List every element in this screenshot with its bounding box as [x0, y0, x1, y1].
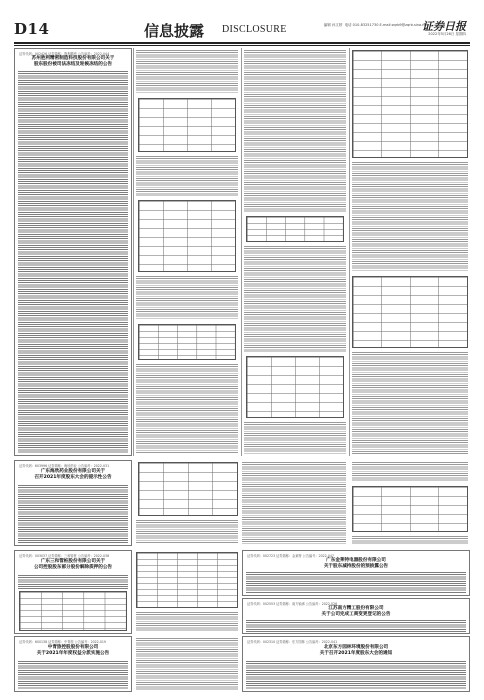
data-table: [136, 552, 238, 608]
page-number: D14: [14, 20, 50, 38]
column-divider: [133, 48, 134, 456]
article-a6: [242, 598, 470, 634]
article-body: [18, 575, 128, 589]
article-title: [15, 56, 131, 68]
body-text: [136, 156, 238, 196]
article-body: [246, 572, 466, 594]
article-a4: [14, 636, 132, 692]
body-text: [352, 352, 468, 454]
article-code: 证券代码：002553 证券简称：南方轴承 公告编号：2022-026: [247, 602, 338, 606]
section-title: 信息披露: [144, 22, 205, 40]
article-title: [15, 469, 131, 481]
article-title-line: 北京东方园林环境股份有限公司: [323, 645, 389, 650]
editor-text: 编辑 孙文婷: [323, 23, 343, 27]
body-text: [136, 520, 238, 544]
article-title-line: 广东金莱特电器股份有限公司: [326, 558, 386, 563]
article-body-column-4: [350, 48, 470, 456]
article-body-bottom: [134, 636, 240, 692]
article-body-lower: [134, 550, 240, 634]
contact-text: 电话 010-83251730 E-mail:zqrb9@zqrb.sina.net: [344, 23, 428, 27]
article-title-line: 广东海欣药业股份有限公司关于: [40, 469, 106, 474]
body-text: [352, 462, 468, 482]
article-code: 证券代码：603996 证券简称：海欣药业 公告编号：2022-031: [19, 464, 110, 468]
masthead-rule-thin: [14, 45, 470, 46]
article-a3: [14, 550, 132, 634]
body-text: [244, 246, 346, 352]
body-text: [136, 276, 238, 320]
article-body-column-3: [242, 48, 348, 456]
article-title-line: 股东股份被司法冻结及轮候冻结的公告: [33, 62, 113, 67]
data-table: [352, 276, 468, 348]
article-body: [18, 71, 128, 453]
article-code: 证券代码：002723 证券简称：金莱特 公告编号：2022-047: [247, 554, 334, 558]
column-divider: [241, 48, 242, 456]
article-body: [246, 661, 466, 689]
column-divider: [349, 48, 350, 456]
data-table: [246, 356, 344, 418]
article-title: [243, 558, 469, 570]
article-title-line: 关于公司完成工商变更登记的公告: [321, 612, 391, 617]
body-text: [136, 364, 238, 454]
article-title-line: 关于2021年年度权益分派实施公告: [36, 651, 110, 656]
editor-line: [324, 23, 428, 28]
article-title-line: 关于召开2021年度股东大会的通知: [319, 651, 393, 656]
article-code: 证券代码：002426 证券简称：胜利精密 公告编号：2022-044: [19, 52, 110, 56]
article-body: [18, 661, 128, 689]
article-title-line: 广东三和管桩股份有限公司关于: [40, 559, 106, 564]
article-code: 证券代码：002310 证券简称：东方园林 公告编号：2022-041: [247, 640, 338, 644]
data-table: [246, 216, 344, 242]
data-table: [138, 98, 236, 152]
article-title-line: 江苏南方精工股份有限公司: [328, 606, 384, 611]
article-code: 证券代码：003037 证券简称：三和管桩 公告编号：2022-038: [19, 554, 110, 558]
article-body: [246, 620, 466, 632]
article-title-line: 召开2021年度股东大会的提示性公告: [34, 475, 112, 480]
article-title-line: 公司控股股东部分股份解除质押的公告: [33, 565, 113, 570]
article-title: [243, 645, 469, 657]
article-title-line: 苏州胜利精密制造科技股份有限公司关于: [31, 56, 115, 61]
article-body-middle: [134, 460, 348, 546]
article-title: [15, 559, 131, 571]
data-table: [138, 200, 236, 272]
body-text: [136, 50, 238, 94]
body-text: [136, 638, 238, 690]
article-title-line: 关于股东减持股份的预披露公告: [323, 564, 389, 569]
article-title-line: 中青旅控股股份有限公司: [47, 645, 99, 650]
article-title: [15, 645, 131, 657]
data-table: [19, 591, 127, 631]
data-table: [352, 50, 468, 158]
section-title-en: DISCLOSURE: [222, 24, 287, 35]
article-body-right: [350, 460, 470, 546]
data-table: [352, 486, 468, 532]
article-a7: [242, 636, 470, 692]
body-text: [352, 536, 468, 544]
newspaper-logo: 证券日报: [422, 20, 466, 33]
article-a2: [14, 460, 132, 546]
body-text: [244, 422, 346, 454]
article-code: 证券代码：600138 证券简称：中青旅 公告编号：2022-019: [19, 640, 106, 644]
body-text: [352, 162, 468, 272]
body-text: [242, 462, 346, 544]
data-table: [138, 324, 236, 360]
data-table: [138, 462, 238, 516]
body-text: [136, 612, 238, 632]
masthead: [14, 20, 470, 42]
article-body: [18, 485, 128, 543]
date-line: 2022年5月26日 星期四: [428, 32, 466, 36]
masthead-rule: [14, 42, 470, 44]
article-a5: [242, 550, 470, 596]
body-text: [244, 50, 346, 212]
article-title: [243, 606, 469, 618]
article-body-column-2: [134, 48, 240, 456]
article-a1: [14, 48, 132, 456]
